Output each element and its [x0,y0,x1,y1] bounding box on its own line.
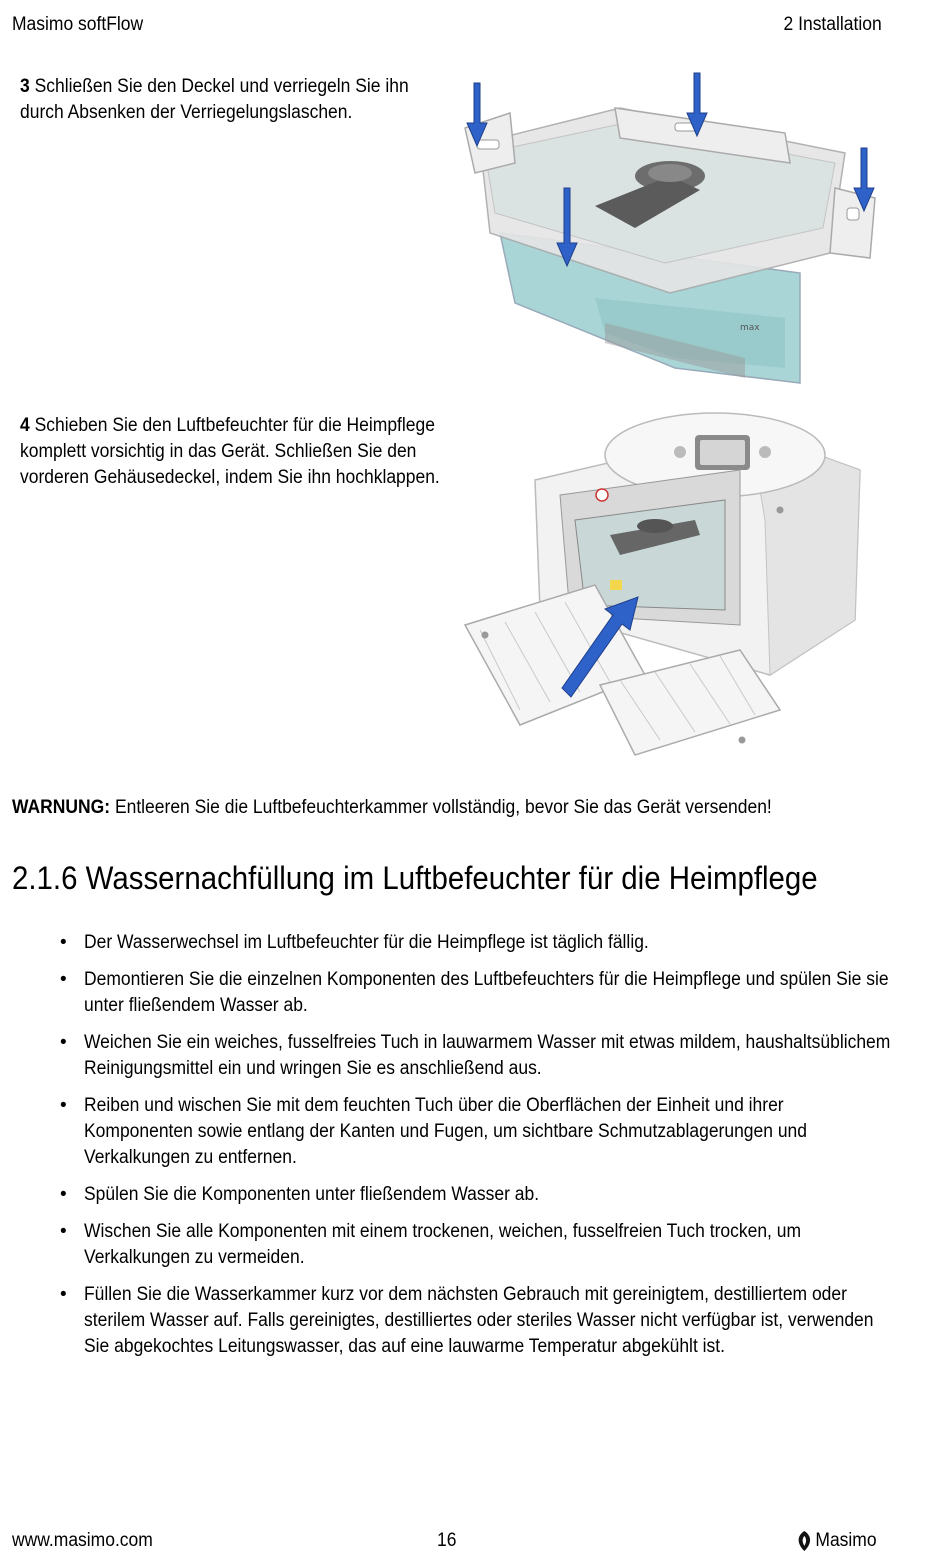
device-insertion-figure [460,410,880,775]
bullet-icon: • [60,969,67,990]
warning-label: WARNUNG: [12,797,111,818]
warning-note [12,797,772,819]
warning-text: Entleeren Sie die Luftbefeuchterkammer vollständig, bevor Sie das Gerät versenden! [114,797,772,818]
list-item: • Der Wasserwechsel im Luftbefeuchter für die Heimpflege ist täglich fällig. [60,930,950,956]
step-3 [20,74,443,126]
step-4-text: Schieben Sie den Luftbefeuchter für die Heimpflege komplett vorsichtig in das Gerät. Schließen Sie den vorderen Gehäusedeckel, indem Sie ihn hochklappen. [20,415,440,488]
list-item: • Demontieren Sie die einzelnen Komponenten des Luftbefeuchters für die Heimpflege und spülen Sie sie unter fließendem Wasser ab. [60,969,889,1016]
footer-brand-label: Masimo [815,1530,877,1551]
list-item: • Wischen Sie alle Komponenten mit einem trockenen, weichen, fusselfreien Tuch trocken, um Verkalkungen zu vermeiden. [60,1221,802,1268]
max-label: max [740,323,760,333]
list-item: • Reiben und wischen Sie mit dem feuchten Tuch über die Oberflächen der Einheit und ihrer Komponenten sowie entlang der Kanten und Fugen, um sichtbare Schmutzablagerungen und Verkalkungen zu entfernen. [60,1095,808,1168]
list-item: • Füllen Sie die Wasserkammer kurz vor dem nächsten Gebrauch mit gereinigtem, destilliertem oder sterilem Wasser auf. Falls gereinigtes, destilliertes oder steriles Wasser nicht verfügbar ist, verwenden Sie abgekochtes Leitungswasser, das auf eine lauwarme Temperatur abgekühlt ist. [60,1284,874,1357]
list-item: • Spülen Sie die Komponenten unter fließendem Wasser ab. [60,1182,950,1208]
bullet-icon: • [60,1284,67,1305]
step-3-number: 3 [20,76,30,97]
bullet-icon: • [60,1032,67,1053]
footer-brand [797,1530,877,1552]
masimo-logo-icon [797,1530,812,1552]
footer-page-number: 16 [437,1530,457,1551]
footer-website: www.masimo.com [12,1530,153,1551]
bullet-icon: • [60,1184,67,1205]
step-4 [20,413,443,491]
header-title: Masimo softFlow [12,14,144,35]
humidifier-lid-figure [455,68,885,398]
bullet-icon: • [60,1221,67,1242]
header-chapter: 2 Installation [783,14,882,35]
section-heading: 2.1.6 Wassernachfüllung im Luftbefeuchter für die Heimpflege [12,860,818,896]
list-item: • Weichen Sie ein weiches, fusselfreies Tuch in lauwarmem Wasser mit etwas mildem, haushaltsüblichem Reinigungsmittel ein und wringen Sie es anschließend aus. [60,1032,891,1079]
step-4-number: 4 [20,415,30,436]
bullet-icon: • [60,932,67,953]
bullet-icon: • [60,1095,67,1116]
cleaning-instructions-list [60,930,950,1371]
step-3-text: Schließen Sie den Deckel und verriegeln Sie ihn durch Absenken der Verriegelungslaschen. [20,76,409,123]
